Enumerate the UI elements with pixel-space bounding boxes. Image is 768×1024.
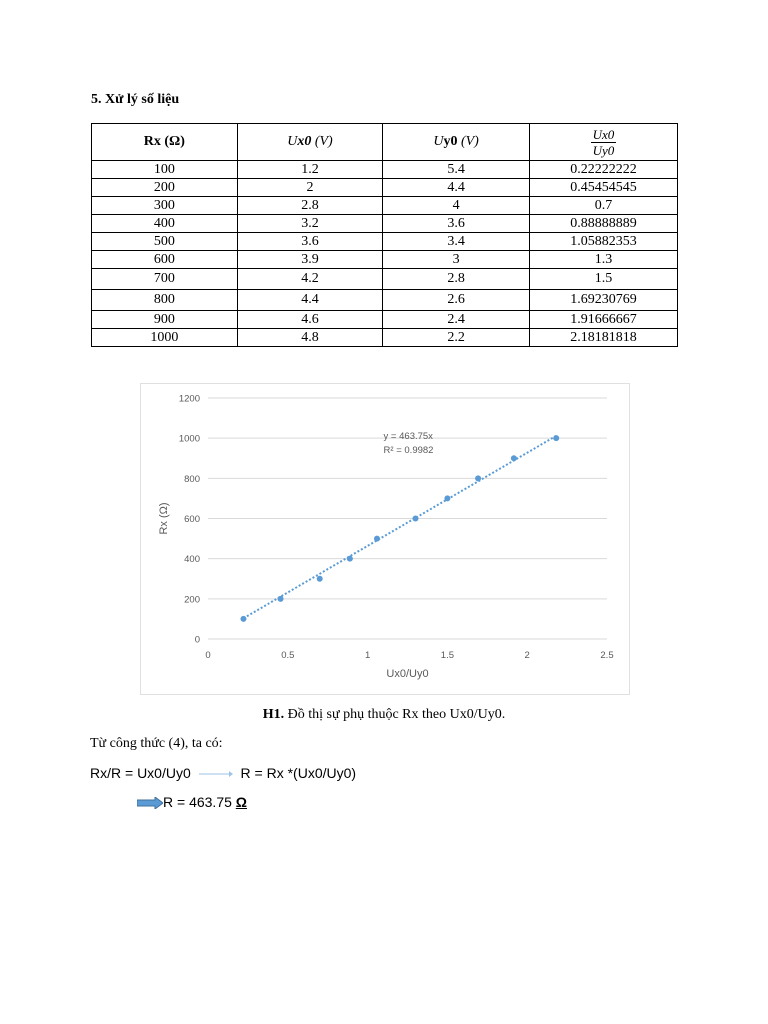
- y-tick-label: 0: [194, 634, 200, 646]
- header-ux0-var: U: [287, 134, 298, 149]
- cell-uy0: 3.6: [383, 215, 530, 233]
- cell-uy0: 2.4: [383, 311, 530, 329]
- x-tick-label: 0.5: [281, 650, 295, 661]
- cell-uy0: 3.4: [383, 233, 530, 251]
- cell-ux0: 3.9: [237, 251, 383, 269]
- table-row: [92, 290, 678, 311]
- cell-ratio: 0.22222222: [529, 161, 677, 179]
- table-row: [92, 161, 678, 179]
- y-axis-label: Rx (Ω): [158, 502, 170, 535]
- table-row: [92, 251, 678, 269]
- data-point: [278, 596, 284, 602]
- y-tick-label: 200: [184, 594, 200, 606]
- cell-rx: 700: [92, 269, 238, 290]
- y-tick-label: 800: [184, 473, 200, 485]
- cell-uy0: 5.4: [383, 161, 530, 179]
- cell-ratio: 1.3: [529, 251, 677, 269]
- cell-uy0: 4: [383, 197, 530, 215]
- cell-ratio: 1.91666667: [529, 311, 677, 329]
- ratio-numerator: Ux0: [592, 126, 615, 142]
- y-tick-label: 600: [184, 514, 200, 525]
- formula-left: Rx/R = Ux0/Uy0: [90, 765, 191, 781]
- y-tick-label: 1200: [178, 393, 200, 405]
- cell-uy0: 4.4: [383, 179, 530, 197]
- cell-ux0: 4.4: [237, 290, 383, 311]
- trendline-equation: y = 463.75x: [383, 431, 433, 443]
- trendline-r2: R² = 0.9982: [383, 445, 434, 457]
- table-row: [92, 311, 678, 329]
- block-arrow-icon: [137, 797, 163, 809]
- x-tick-label: 0: [205, 650, 211, 661]
- y-tick-label: 400: [184, 554, 200, 566]
- ratio-denominator: Uy0: [592, 142, 615, 158]
- data-point: [412, 516, 418, 522]
- data-point: [374, 536, 380, 542]
- cell-ratio: 0.88888889: [529, 215, 677, 233]
- result-text: R = 463.75: [163, 794, 236, 810]
- cell-rx: 200: [92, 179, 238, 197]
- caption-text: Đồ thị sự phụ thuộc Rx theo Ux0/Uy0.: [284, 707, 506, 722]
- cell-rx: 600: [92, 251, 238, 269]
- cell-ratio: 1.69230769: [529, 290, 677, 311]
- data-table: [91, 123, 678, 347]
- data-point: [444, 495, 450, 501]
- cell-ratio: 1.5: [529, 269, 677, 290]
- data-point: [240, 616, 246, 622]
- cell-ux0: 2: [237, 179, 383, 197]
- cell-uy0: 2.6: [383, 290, 530, 311]
- x-tick-label: 1.5: [440, 650, 455, 661]
- table-row: [92, 215, 678, 233]
- y-tick-label: 1000: [178, 433, 200, 445]
- cell-ratio: 2.18181818: [529, 329, 677, 347]
- x-tick-label: 2.5: [600, 650, 614, 661]
- cell-rx: 900: [92, 311, 238, 329]
- cell-rx: 300: [92, 197, 238, 215]
- x-tick-label: 1: [364, 650, 371, 661]
- header-uy0-var: U: [433, 134, 444, 149]
- result-unit: Ω: [235, 794, 248, 810]
- formula-right: R = Rx *(Ux0/Uy0): [240, 765, 357, 781]
- header-ux0: [237, 124, 383, 161]
- section-heading: 5. Xử lý số liệu: [91, 92, 180, 107]
- table-row: [92, 233, 678, 251]
- data-point: [475, 475, 481, 481]
- cell-ratio: 1.05882353: [529, 233, 677, 251]
- x-tick-label: 2: [524, 650, 530, 661]
- table-row: [92, 269, 678, 290]
- x-axis-label: Ux0/Uy0: [386, 668, 429, 680]
- data-point: [317, 576, 323, 582]
- cell-rx: 400: [92, 215, 238, 233]
- header-ratio: [529, 124, 677, 161]
- result-line: [137, 794, 247, 810]
- data-point: [553, 435, 559, 441]
- cell-ux0: 4.8: [237, 329, 383, 347]
- cell-uy0: 2.2: [383, 329, 530, 347]
- table-row: [92, 197, 678, 215]
- formula-line: [90, 765, 356, 781]
- header-ux0-sub: x0: [297, 134, 312, 149]
- caption-label: H1.: [262, 707, 285, 722]
- cell-ux0: 3.6: [237, 233, 383, 251]
- scatter-chart: [140, 383, 630, 695]
- chart-container: [140, 383, 630, 695]
- figure-caption: [0, 707, 768, 723]
- cell-rx: 1000: [92, 329, 238, 347]
- cell-rx: 500: [92, 233, 238, 251]
- header-uy0: [383, 124, 530, 161]
- header-uy0-unit: (V): [460, 134, 479, 149]
- cell-ratio: 0.7: [529, 197, 677, 215]
- cell-ux0: 2.8: [237, 197, 383, 215]
- cell-ux0: 1.2: [237, 161, 383, 179]
- cell-ux0: 4.2: [237, 269, 383, 290]
- formula-intro: Từ công thức (4), ta có:: [90, 736, 223, 751]
- table-row: [92, 329, 678, 347]
- cell-rx: 800: [92, 290, 238, 311]
- cell-ux0: 3.2: [237, 215, 383, 233]
- cell-ux0: 4.6: [237, 311, 383, 329]
- cell-uy0: 3: [383, 251, 530, 269]
- table-row: [92, 179, 678, 197]
- header-rx: Rx (Ω): [92, 124, 238, 161]
- data-point: [511, 455, 517, 461]
- cell-rx: 100: [92, 161, 238, 179]
- thin-arrow-icon: [199, 770, 233, 778]
- data-point: [347, 556, 353, 562]
- header-uy0-sub: y0: [443, 134, 458, 149]
- table-header-row: [92, 124, 678, 161]
- ratio-fraction: [591, 127, 617, 158]
- chart-frame: [141, 384, 630, 695]
- cell-uy0: 2.8: [383, 269, 530, 290]
- header-ux0-unit: (V): [314, 134, 333, 149]
- cell-ratio: 0.45454545: [529, 179, 677, 197]
